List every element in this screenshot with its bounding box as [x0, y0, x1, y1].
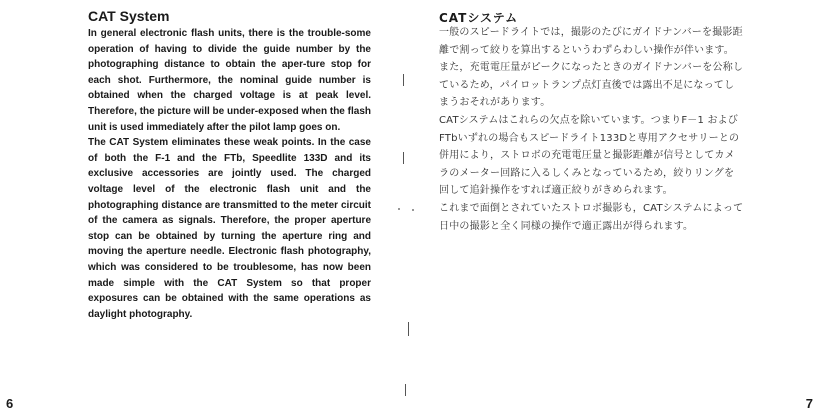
english-paragraph-1: In general electronic flash units, there is the trouble-some operation of having to divide the guide number by the photographing distance to obtain the aper-ture stop for each shot. Furthermore, the nominal guide number is obtained when the charged voltage is at peak level. Therefore, the picture will be under-exposed when the flash unit is used immediately after the pilot lamp goes on.: [88, 28, 371, 133]
fold-mark: [403, 152, 404, 164]
fold-mark: [405, 384, 406, 396]
registration-dot: [398, 208, 400, 210]
english-heading: CAT System: [88, 8, 170, 24]
page-number-left: 6: [6, 396, 14, 411]
japanese-heading: CATシステム: [439, 11, 519, 25]
fold-mark: [403, 74, 404, 86]
fold-mark: [408, 322, 409, 336]
japanese-paragraph-1: 一般のスピードライトでは，撮影のたびにガイドナンバーを撮影距離で割って絞りを算出するというわずらわしい操作が伴います。また，充電電圧量がピークになったときのガイドナンバーを公称しているため，パイロットランプ点灯直後では露出不足になってしまうおそれがあります。: [439, 27, 744, 109]
english-paragraph-2: The CAT System eliminates these weak points. In the case of both the F-1 and the FTb, Speedlite 133D and its exclusive accessories are jointly used. The charged voltage level of the electronic flash unit and the photographing distance are transmitted to the meter circuit of the camera as signals. Therefore, the proper aperture stop can be obtained by turning the aperture ring and moving the aperture needle. Electronic flash photography, which was considered to be troublesome, has now been made simple with the CAT System so that proper exposures can be obtained with the same operations as daylight photography.: [88, 137, 371, 320]
registration-dot: [412, 209, 414, 211]
japanese-body: [439, 24, 744, 235]
japanese-paragraph-3: これまで面倒とされていたストロボ撮影も，CATシステムによって日中の撮影と全く同様の操作で適正露出が得られます。: [439, 202, 744, 232]
english-body: [88, 26, 371, 322]
right-page: [409, 0, 818, 418]
page-number-right: 7: [805, 396, 813, 411]
japanese-paragraph-2: CATシステムはこれらの欠点を除いています。つまりF－1 およびFTbいずれの場合もスピードライト133Dと専用アクセサリーとの併用により，ストロボの充電電圧量と撮影距離が信号としてカメラのメーター回路に入るしくみとなっているため，絞りリングを回して追針操作をすれば適正絞りがきめられます。: [439, 114, 740, 197]
